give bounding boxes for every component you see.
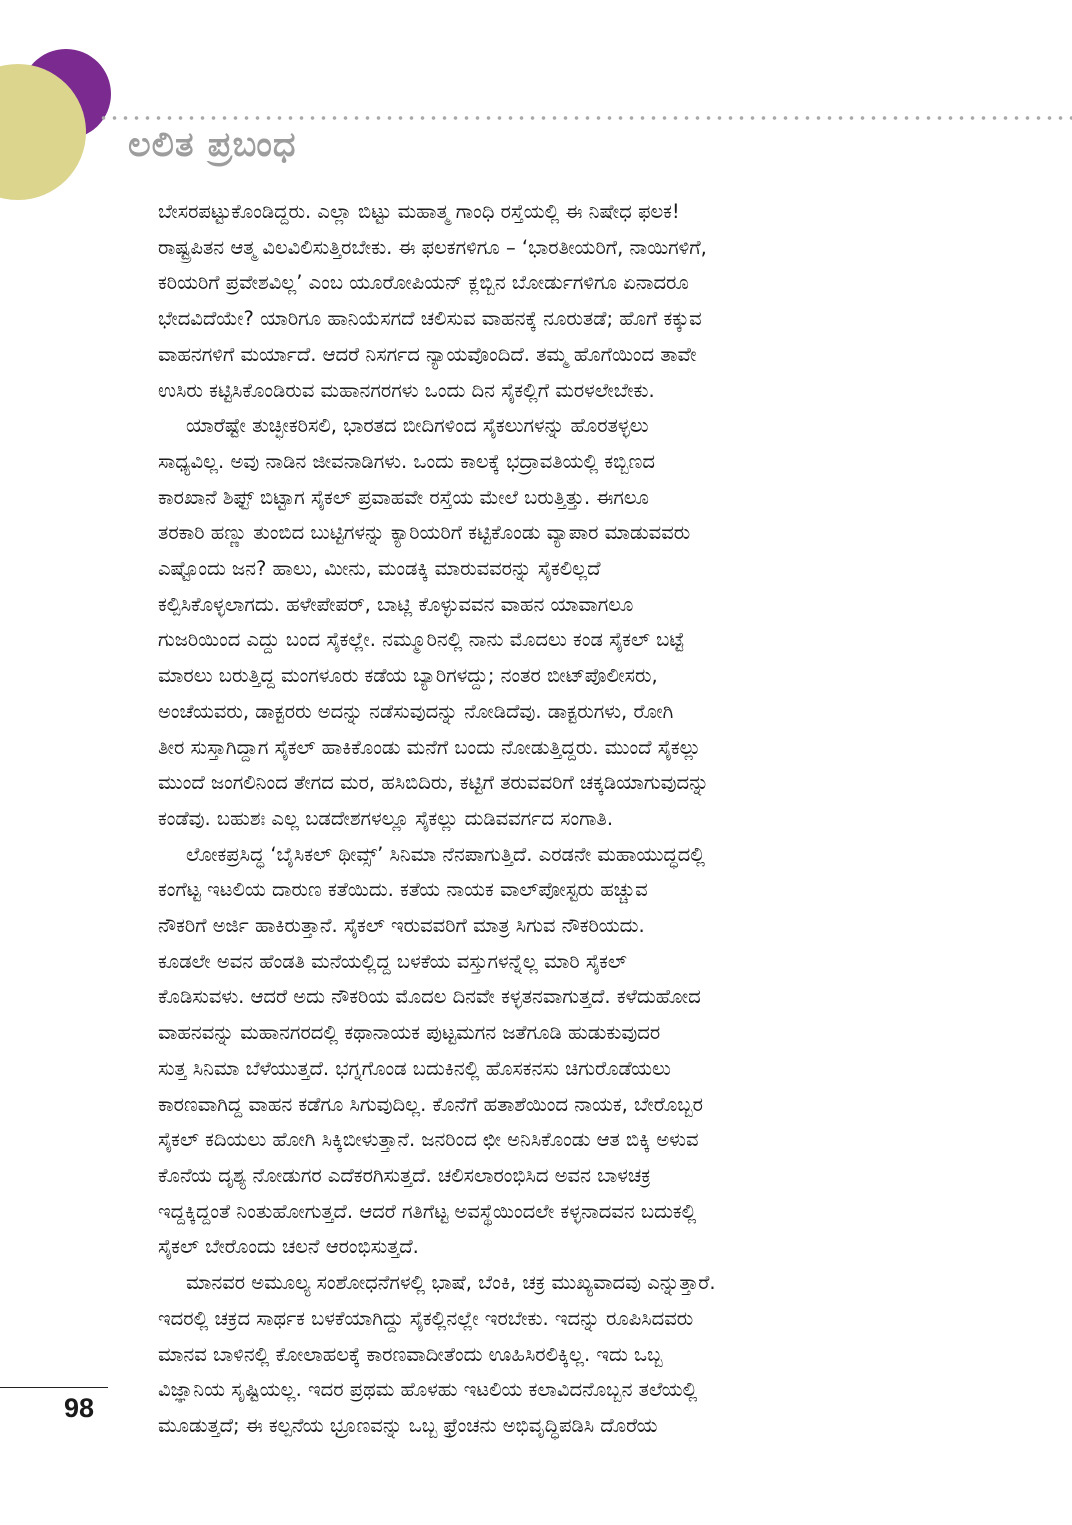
- text-line: ವಿಜ್ಞಾನಿಯ ಸೃಷ್ಟಿಯಲ್ಲ. ಇದರ ಪ್ರಥಮ ಹೊಳಹು ಇಟಲಿಯ ಕಲಾವಿದನೊಬ್ಬನ ತಲೆಯಲ್ಲಿ: [158, 1378, 698, 1402]
- text-line: ಉಸಿರು ಕಟ್ಟಿಸಿಕೊಂಡಿರುವ ಮಹಾನಗರಗಳು ಒಂದು ದಿನ ಸೈಕಲ್ಲಿಗೆ ಮರಳಲೇಬೇಕು.: [158, 378, 655, 402]
- text-line: ಸೈಕಲ್ ಕದಿಯಲು ಹೋಗಿ ಸಿಕ್ಕಿಬೀಳುತ್ತಾನೆ. ಜನರಿಂದ ಛೀ ಅನಿಸಿಕೊಂಡು ಆತ ಬಿಕ್ಕಿ ಅಳುವ: [158, 1128, 699, 1152]
- text-line: ತರಕಾರಿ ಹಣ್ಣು ತುಂಬಿದ ಬುಟ್ಟಿಗಳನ್ನು ಕ್ಯಾರಿಯರಿಗೆ ಕಟ್ಟಿಕೊಂಡು ವ್ಯಾಪಾರ ಮಾಡುವವರು: [158, 521, 691, 545]
- paragraph-3: [158, 837, 913, 1265]
- essay-body: [158, 194, 913, 1444]
- text-line: ಕಾರಖಾನೆ ಶಿಫ್ಟ್ ಬಿಟ್ಟಾಗ ಸೈಕಲ್ ಪ್ರವಾಹವೇ ರಸ್ತೆಯ ಮೇಲೆ ಬರುತ್ತಿತ್ತು. ಈಗಲೂ: [158, 485, 649, 509]
- text-line: ಕಾರಣವಾಗಿದ್ದ ವಾಹನ ಕಡೆಗೂ ಸಿಗುವುದಿಲ್ಲ. ಕೊನೆಗೆ ಹತಾಶೆಯಿಂದ ನಾಯಕ, ಬೇರೊಬ್ಬರ: [158, 1092, 704, 1116]
- text-line: ಮುಂದೆ ಜಂಗಲಿನಿಂದ ತೇಗದ ಮರ, ಹಸಿಬಿದಿರು, ಕಟ್ಟಿಗೆ ತರುವವರಿಗೆ ಚಕ್ಕಡಿಯಾಗುವುದನ್ನು: [158, 771, 709, 795]
- text-line: ಕಲ್ಪಿಸಿಕೊಳ್ಳಲಾಗದು. ಹಳೇಪೇಪರ್, ಬಾಟ್ಲಿ ಕೊಳ್ಳುವವನ ವಾಹನ ಯಾವಾಗಲೂ: [158, 592, 634, 616]
- text-line: ಎಷ್ಟೊಂದು ಜನ? ಹಾಲು, ಮೀನು, ಮಂಡಕ್ಕಿ ಮಾರುವವರನ್ನು ಸೈಕಲಿಲ್ಲದೆ: [158, 557, 601, 581]
- text-line: ನೌಕರಿಗೆ ಅರ್ಜಿ ಹಾಕಿರುತ್ತಾನೆ. ಸೈಕಲ್ ಇರುವವರಿಗೆ ಮಾತ್ರ ಸಿಗುವ ನೌಕರಿಯದು.: [158, 914, 645, 938]
- text-line: ತೀರ ಸುಸ್ತಾಗಿದ್ದಾಗ ಸೈಕಲ್ ಹಾಕಿಕೊಂಡು ಮನೆಗೆ ಬಂದು ನೋಡುತ್ತಿದ್ದರು. ಮುಂದೆ ಸೈಕಲ್ಲು: [158, 735, 701, 759]
- text-line: ವಾಹನಗಳಿಗೆ ಮರ್ಯಾದೆ. ಆದರೆ ನಿಸರ್ಗದ ನ್ಯಾಯವೊಂದಿದೆ. ತಮ್ಮ ಹೊಗೆಯಿಂದ ತಾವೇ: [158, 342, 697, 366]
- text-line: ಇದರಲ್ಲಿ ಚಕ್ರದ ಸಾರ್ಥಕ ಬಳಕೆಯಾಗಿದ್ದು ಸೈಕಲ್ಲಿನಲ್ಲೇ ಇರಬೇಕು. ಇದನ್ನು ರೂಪಿಸಿದವರು: [158, 1306, 694, 1330]
- text-line: ಸಾಧ್ಯವಿಲ್ಲ. ಅವು ನಾಡಿನ ಜೀವನಾಡಿಗಳು. ಒಂದು ಕಾಲಕ್ಕೆ ಭದ್ರಾವತಿಯಲ್ಲಿ ಕಬ್ಬಿಣದ: [158, 449, 655, 473]
- page-number: 98: [64, 1393, 95, 1423]
- text-line: ವಾಹನವನ್ನು ಮಹಾನಗರದಲ್ಲಿ ಕಥಾನಾಯಕ ಪುಟ್ಟಮಗನ ಜತೆಗೂಡಿ ಹುಡುಕುವುದರ: [158, 1021, 661, 1045]
- text-line: ಭೇದವಿದೆಯೇ? ಯಾರಿಗೂ ಹಾನಿಯೆಸಗದೆ ಚಲಿಸುವ ವಾಹನಕ್ಕೆ ನೂರುತಡೆ; ಹೊಗೆ ಕಕ್ಕುವ: [158, 307, 702, 331]
- section-title: ಲಲಿತ ಪ್ರಬಂಧ: [128, 125, 297, 165]
- paragraph-2: [158, 408, 913, 836]
- text-line: ಕಂಗೆಟ್ಟ ಇಟಲಿಯ ದಾರುಣ ಕತೆಯಿದು. ಕತೆಯ ನಾಯಕ ವಾಲ್‌ಪೋಸ್ಟರು ಹಚ್ಚುವ: [158, 878, 648, 902]
- text-line: ಯಾರೆಷ್ಟೇ ತುಚ್ಛೀಕರಿಸಲಿ, ಭಾರತದ ಬೀದಿಗಳಿಂದ ಸೈಕಲುಗಳನ್ನು ಹೊರತಳ್ಳಲು: [186, 414, 649, 438]
- text-line: ಮಾನವ ಬಾಳಿನಲ್ಲಿ ಕೋಲಾಹಲಕ್ಕೆ ಕಾರಣವಾದೀತೆಂದು ಊಹಿಸಿರಲಿಕ್ಕಿಲ್ಲ. ಇದು ಒಬ್ಬ: [158, 1342, 663, 1366]
- paragraph-1: [158, 194, 913, 408]
- text-line: ಸುತ್ತ ಸಿನಿಮಾ ಬೆಳೆಯುತ್ತದೆ. ಭಗ್ನಗೊಂಡ ಬದುಕಿನಲ್ಲಿ ಹೊಸಕನಸು ಚಿಗುರೊಡೆಯಲು: [158, 1056, 671, 1080]
- text-line: ಇದ್ದಕ್ಕಿದ್ದಂತೆ ನಿಂತುಹೋಗುತ್ತದೆ. ಆದರೆ ಗತಿಗೆಟ್ಟ ಅವಸ್ಥೆಯಿಂದಲೇ ಕಳ್ಳನಾದವನ ಬದುಕಲ್ಲಿ: [158, 1199, 697, 1223]
- text-line: ಗುಜರಿಯಿಂದ ಎದ್ದು ಬಂದ ಸೈಕಲ್ಲೇ. ನಮ್ಮೂರಿನಲ್ಲಿ ನಾನು ಮೊದಲು ಕಂಡ ಸೈಕಲ್ ಬಟ್ಟೆ: [158, 628, 685, 652]
- text-line: ಮೂಡುತ್ತದೆ; ಈ ಕಲ್ಪನೆಯ ಭ್ರೂಣವನ್ನು ಒಬ್ಬ ಫ್ರೆಂಚನು ಅಭಿವೃದ್ಧಿಪಡಿಸಿ ದೊರೆಯ: [158, 1413, 658, 1437]
- footer-rule: [0, 1387, 108, 1388]
- text-line: ಮಾನವರ ಅಮೂಲ್ಯ ಸಂಶೋಧನೆಗಳಲ್ಲಿ ಭಾಷೆ, ಬೆಂಕಿ, ಚಕ್ರ ಮುಖ್ಯವಾದವು ಎನ್ನುತ್ತಾರೆ.: [186, 1271, 716, 1295]
- text-line: ಅಂಚೆಯವರು, ಡಾಕ್ಟರರು ಅದನ್ನು ನಡೆಸುವುದನ್ನು ನೋಡಿದೆವು. ಡಾಕ್ಟರುಗಳು, ರೋಗಿ: [158, 699, 674, 723]
- text-line: ಮಾರಲು ಬರುತ್ತಿದ್ದ ಮಂಗಳೂರು ಕಡೆಯ ಬ್ಯಾರಿಗಳದ್ದು; ನಂತರ ಬೀಟ್‌ಪೊಲೀಸರು,: [158, 664, 658, 688]
- text-line: ಕಂಡೆವು. ಬಹುಶಃ ಎಲ್ಲ ಬಡದೇಶಗಳಲ್ಲೂ ಸೈಕಲ್ಲು ದುಡಿವವರ್ಗದ ಸಂಗಾತಿ.: [158, 806, 614, 830]
- text-line: ಕೂಡಲೇ ಅವನ ಹೆಂಡತಿ ಮನೆಯಲ್ಲಿದ್ದ ಬಳಕೆಯ ವಸ್ತುಗಳನ್ನೆಲ್ಲ ಮಾರಿ ಸೈಕಲ್: [158, 949, 627, 973]
- text-line: ಕರಿಯರಿಗೆ ಪ್ರವೇಶವಿಲ್ಲ’ ಎಂಬ ಯೂರೋಪಿಯನ್ ಕ್ಲಬ್ಬಿನ ಬೋರ್ಡುಗಳಿಗೂ ಏನಾದರೂ: [158, 271, 689, 295]
- text-line: ಕೊಡಿಸುವಳು. ಆದರೆ ಅದು ನೌಕರಿಯ ಮೊದಲ ದಿನವೇ ಕಳ್ಳತನವಾಗುತ್ತದೆ. ಕಳೆದುಹೋದ: [158, 985, 701, 1009]
- text-line: ಕೊನೆಯ ದೃಶ್ಯ ನೋಡುಗರ ಎದೆಕರಗಿಸುತ್ತದೆ. ಚಲಿಸಲಾರಂಭಿಸಿದ ಅವನ ಬಾಳಚಕ್ರ: [158, 1163, 651, 1187]
- text-line: ಲೋಕಪ್ರಸಿದ್ಧ ‘ಬೈಸಿಕಲ್ ಥೀವ್ಸ್’ ಸಿನಿಮಾ ನೆನಪಾಗುತ್ತಿದೆ. ಎರಡನೇ ಮಹಾಯುದ್ಧದಲ್ಲಿ: [186, 842, 705, 866]
- text-line: ಸೈಕಲ್ ಬೇರೊಂದು ಚಲನೆ ಆರಂಭಿಸುತ್ತದೆ.: [158, 1235, 419, 1259]
- paragraph-4: [158, 1265, 913, 1444]
- text-line: ಬೇಸರಪಟ್ಟುಕೊಂಡಿದ್ದರು. ಎಲ್ಲಾ ಬಿಟ್ಟು ಮಹಾತ್ಮ ಗಾಂಧಿ ರಸ್ತೆಯಲ್ಲಿ ಈ ನಿಷೇಧ ಫಲಕ!: [158, 200, 680, 223]
- text-line: ರಾಷ್ಟ್ರಪಿತನ ಆತ್ಮ ವಿಲವಿಲಿಸುತ್ತಿರಬೇಕು. ಈ ಫಲಕಗಳಿಗೂ – ‘ಭಾರತೀಯರಿಗೆ, ನಾಯಿಗಳಿಗೆ,: [158, 235, 707, 259]
